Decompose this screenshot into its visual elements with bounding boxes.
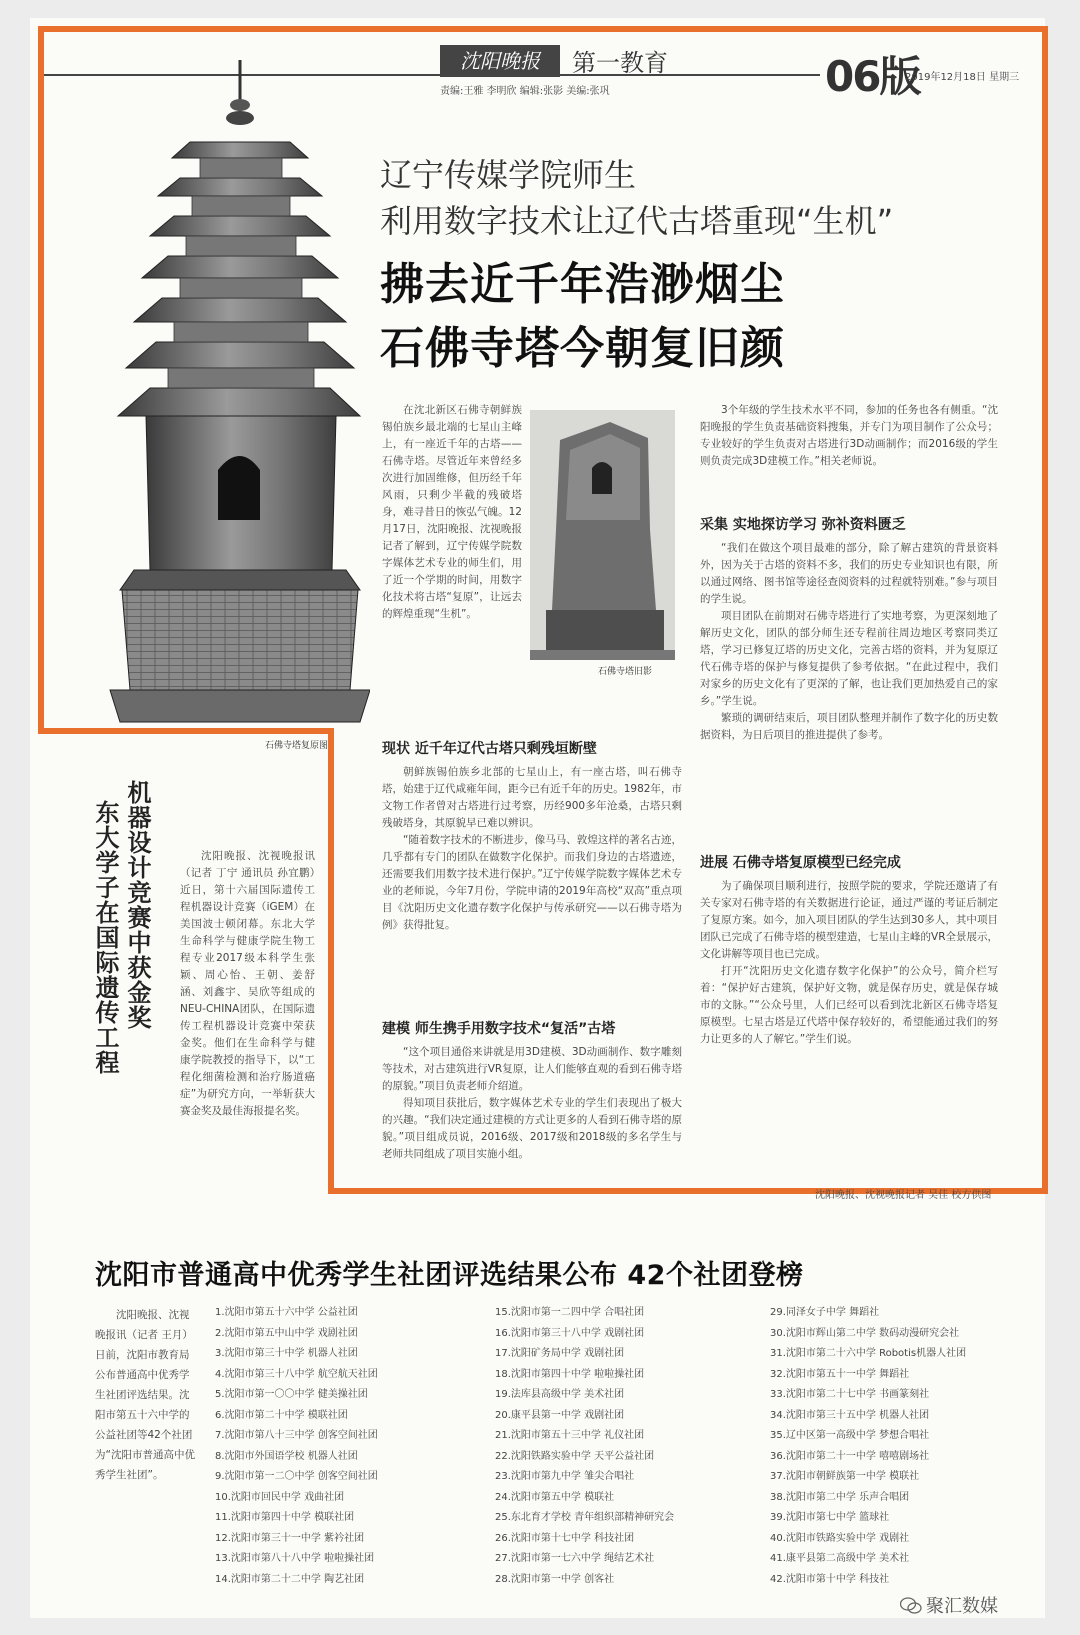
club-list-item: 4.沈阳市第三十八中学 航空航天社团 <box>215 1368 378 1380</box>
newspaper-logo: 沈阳晚报 <box>440 45 560 77</box>
club-list-item: 39.沈阳市第七中学 篮球社 <box>770 1512 890 1523</box>
club-list-item: 32.沈阳市第五十一中学 舞蹈社 <box>770 1368 910 1380</box>
club-list-item: 42.沈阳市第十中学 科技社 <box>770 1573 890 1585</box>
club-list-item: 18.沈阳市第四十中学 啦啦操社团 <box>495 1368 645 1380</box>
club-list-item: 24.沈阳市第五中学 模联社 <box>495 1491 615 1503</box>
club-list-item: 40.沈阳市铁路实验中学 戏剧社 <box>770 1532 910 1544</box>
section4-body <box>700 878 998 1182</box>
headline-sub-1: 辽宁传媒学院师生 <box>380 156 637 194</box>
section4-title: 进展 石佛寺塔复原模型已经完成 <box>700 855 901 871</box>
club-list-item: 10.沈阳市回民中学 戏曲社团 <box>215 1491 345 1503</box>
wechat-icon <box>900 1597 922 1615</box>
col3-paragraph-1: 3个年级的学生技术水平不同，参加的任务也各有侧重。“沈阳晚报的学生负责基础资料搜集，并专门为项目制作了公众号；专业较好的学生负责对古塔进行3D动画制作；而2016级的学生则负责完成3D建模工作。”相关老师说。 <box>700 404 998 467</box>
club-list-item: 25.东北育才学校 青年组织部精神研究会 <box>495 1512 675 1523</box>
club-list-item: 35.辽中区第一高级中学 梦想合唱社 <box>770 1430 930 1441</box>
publication-date: 2019年12月18日 星期三 <box>905 72 1020 83</box>
headline-sub-2: 利用数字技术让辽代古塔重现“生机” <box>380 202 894 240</box>
headline-main-1: 拂去近千年浩渺烟尘 <box>380 259 785 310</box>
section1-title: 现状 近千年辽代古塔只剩残垣断壁 <box>382 741 597 757</box>
section1-paragraph-2: “随着数字技术的不断进步，像马马、敦煌这样的著名古迹，几乎都有专门的团队在做数字化保护。而我们身边的古塔遗迹，还需要我们用数字技术进行保护。”辽宁传媒学院数字媒体艺术专业的老师说，今年7月份，学院申请的2019年高校“双高”重点项目《沈阳历史文化遗存数字化保护与传承研究——以石佛寺塔为例》获得批复。 <box>382 834 682 931</box>
club-list-item: 16.沈阳市第三十八中学 戏剧社团 <box>495 1327 645 1339</box>
club-list-item: 20.康平县第一中学 戏剧社团 <box>495 1409 625 1421</box>
col3-paragraph-2: “我们在做这个项目最难的部分，除了解古建筑的背景资料外，因为关于古塔的资料不多，我们的历史专业知识也有限，所以通过网络、图书馆等途径查阅资料的过程就特别难。”参与项目的学生说。 <box>700 542 998 605</box>
section2-title: 建模 师生携手用数字技术“复活”古塔 <box>382 1021 616 1037</box>
story2-headline-col1: 机器设计竞赛中获金奖 <box>123 780 151 1030</box>
ruin-caption: 石佛寺塔旧影 <box>598 667 653 677</box>
col3-paragraph-3: 项目团队在前期对石佛寺塔进行了实地考察，为更深刻地了解历史文化，团队的部分师生还专程前往周边地区考察同类辽塔，学习已修复辽塔的历史文化，完善古塔的资料，并为复原辽代石佛寺塔的保护与修复提供了参考依据。“在此过程中，我们对家乡的历史文化有了更深的了解，也让我们更加热爱自己的家乡。”学生说。 <box>700 610 998 707</box>
watermark-text: 聚汇数媒 <box>926 1596 998 1617</box>
club-list-item: 17.沈阳矿务局中学 戏剧社团 <box>495 1348 625 1359</box>
club-list-item: 13.沈阳市第八十八中学 啦啦操社团 <box>215 1553 375 1564</box>
club-list-item: 19.法库县高级中学 美术社团 <box>495 1389 625 1400</box>
club-list-item: 30.沈阳市辉山第二中学 数码动漫研究会社 <box>770 1327 960 1339</box>
col3-paragraph-4: 繁琐的调研结束后，项目团队整理并制作了数字化的历史数据资料，为日后项目的推进提供了参考。 <box>700 712 998 741</box>
story1-byline: 沈阳晚报、沈视晚报记者 吴佳 校方供图 <box>815 1190 992 1201</box>
section-name: 第一教育 <box>572 49 668 77</box>
section1-body <box>382 764 682 1012</box>
section2-body <box>382 1044 682 1184</box>
club-list-item: 38.沈阳市第二中学 乐声合唱团 <box>770 1491 910 1503</box>
story2-headline-col2: 东大学子在国际遗传工程 <box>91 800 119 1075</box>
pagoda-caption: 石佛寺塔复原图 <box>265 741 329 751</box>
story3-intro-paragraph: 沈阳晚报、沈视晚报讯（记者 王月）日前，沈阳市教育局公布普通高中优秀学生社团评选结果。沈阳市第五十六中学的公益社团等42个社团为“沈阳市普通高中优秀学生社团”。 <box>95 1309 195 1481</box>
club-list-item: 5.沈阳市第一〇〇中学 健美操社团 <box>215 1389 368 1400</box>
ruin-photo <box>530 410 675 660</box>
club-list-item: 12.沈阳市第三十一中学 紫衿社团 <box>215 1532 365 1544</box>
club-list-item: 36.沈阳市第二十一中学 嘻嘻剧场社 <box>770 1450 930 1462</box>
club-list-item: 1.沈阳市第五十六中学 公益社团 <box>215 1307 358 1318</box>
col3-paragraph-6: 打开“沈阳历史文化遗存数字化保护”的公众号，简介栏写着：“保护好古建筑，保护好文物，就是保存历史，就是保存城市的文脉。”“公众号里，人们已经可以看到沈北新区石佛寺塔复原模型。七星古塔是辽代塔中保存较好的，希望能通过我们的努力让更多的人了解它。”学生们说。 <box>700 965 998 1045</box>
club-list-item: 31.沈阳市第二十六中学 Robotis机器人社团 <box>770 1348 967 1359</box>
page-number: 06版 <box>825 52 920 101</box>
club-list-item: 28.沈阳市第一中学 创客社 <box>495 1573 615 1585</box>
story1-lead <box>382 402 522 654</box>
story3-headline: 沈阳市普通高中优秀学生社团评选结果公布 42个社团登榜 <box>95 1260 804 1291</box>
club-list-item: 11.沈阳市第四十中学 模联社团 <box>215 1512 355 1523</box>
club-list-item: 26.沈阳市第十七中学 科技社团 <box>495 1532 635 1544</box>
section2-paragraph-1: “这个项目通俗来讲就是用3D建模、3D动画制作、数字雕刻等技术，对古建筑进行VR复原，让人们能够直观的看到石佛寺塔的原貌。”项目负责老师介绍道。 <box>382 1046 682 1092</box>
club-list-item: 2.沈阳市第五中山中学 戏剧社团 <box>215 1327 358 1339</box>
club-list-item: 21.沈阳市第五十三中学 礼仪社团 <box>495 1430 645 1441</box>
club-list-item: 29.同泽女子中学 舞蹈社 <box>770 1307 880 1318</box>
watermark <box>900 1592 998 1618</box>
club-list-item: 22.沈阳铁路实验中学 天平公益社团 <box>495 1450 655 1462</box>
section3-body <box>700 540 998 844</box>
club-list-3 <box>770 1303 1030 1590</box>
section3-title: 采集 实地探访学习 弥补资料匮乏 <box>700 517 906 533</box>
club-list-1 <box>215 1303 475 1590</box>
club-list-item: 9.沈阳市第一二〇中学 创客空间社团 <box>215 1471 378 1482</box>
section1-paragraph-1: 朝鲜族锡伯族乡北部的七星山上，有一座古塔，叫石佛寺塔，始建于辽代咸雍年间，距今已有近千年的历史。1982年，市文物工作者曾对古塔进行过考察，历经900多年沧桑，古塔只剩残破塔身，其原貌早已难以辨识。 <box>382 766 682 829</box>
club-list-item: 3.沈阳市第三十中学 机器人社团 <box>215 1348 358 1359</box>
headline-main-2: 石佛寺塔今朝复旧颜 <box>380 323 785 374</box>
story2-body <box>180 848 315 1188</box>
club-list-item: 8.沈阳市外国语学校 机器人社团 <box>215 1450 358 1462</box>
club-list-item: 41.康平县第二高级中学 美术社 <box>770 1553 910 1564</box>
story3-intro <box>95 1305 195 1485</box>
club-list-2 <box>495 1303 755 1590</box>
club-list-item: 15.沈阳市第一二四中学 合唱社团 <box>495 1307 645 1318</box>
club-list-item: 37.沈阳市朝鲜族第一中学 模联社 <box>770 1471 920 1482</box>
club-list-item: 14.沈阳市第二十二中学 陶艺社团 <box>215 1573 365 1585</box>
club-list-item: 34.沈阳市第三十五中学 机器人社团 <box>770 1409 930 1421</box>
col3-top <box>700 402 998 506</box>
club-list-item: 7.沈阳市第八十三中学 创客空间社团 <box>215 1430 378 1441</box>
story2-paragraph: 沈阳晚报、沈视晚报讯（记者 丁宁 通讯员 孙宜鹏）近日，第十六届国际遗传工程机器设计竞赛（iGEM）在美国波士顿闭幕。东北大学生命科学与健康学院生物工程专业2017级本科学生张颖、周心怡、王朝、姜舒涵、刘鑫宇、吴欣等组成的NEU-CHINA团队，在国际遗传工程机器设计竞赛中荣获金奖。他们在生命科学与健康学院教授的指导下，以“工程化细菌检测和治疗肠道癌症”为研究方向，一举斩获大赛金奖及最佳海报提名奖。 <box>180 850 315 1117</box>
club-list-item: 6.沈阳市第二十中学 模联社团 <box>215 1409 348 1421</box>
editors-line: 责编:王雅 李明欣 编辑:张影 美编:张巩 <box>440 86 610 97</box>
lead-paragraph: 在沈北新区石佛寺朝鲜族锡伯族乡最北端的七星山主峰上，有一座近千年的古塔——石佛寺塔。尽管近年来曾经多次进行加固维修，但历经千年风雨，只剩少半截的残破塔身，难寻昔日的恢弘气魄。12月17日，沈阳晚报、沈视晚报记者了解到，辽宁传媒学院数字媒体艺术专业的师生们，用了近一个学期的时间，用数字化技术将古塔“复原”，让远去的辉煌重现“生机”。 <box>382 404 522 620</box>
club-list-item: 27.沈阳市第一七六中学 绳结艺术社 <box>495 1553 655 1564</box>
club-list-item: 23.沈阳市第九中学 雏尖合唱社 <box>495 1471 635 1482</box>
section2-paragraph-2: 得知项目获批后，数字媒体艺术专业的学生们表现出了极大的兴趣。“我们决定通过建模的方式让更多的人看到石佛寺塔的原貌。”项目组成员说，2016级、2017级和2018级的多名学生与老师共同组成了项目实施小组。 <box>382 1097 682 1160</box>
col3-paragraph-5: 为了确保项目顺利进行，按照学院的要求，学院还邀请了有关专家对石佛寺塔的有关数据进行论证，通过严谨的考证后制定了复原方案。如今，加入项目团队的学生达到30多人，其中项目团队已完成了石佛寺塔的模型建造，七星山主峰的VR全景展示，文化讲解等项目也已完成。 <box>700 880 998 960</box>
club-list-item: 33.沈阳市第二十七中学 书画篆刻社 <box>770 1389 930 1400</box>
story1-lead-end <box>382 700 682 736</box>
